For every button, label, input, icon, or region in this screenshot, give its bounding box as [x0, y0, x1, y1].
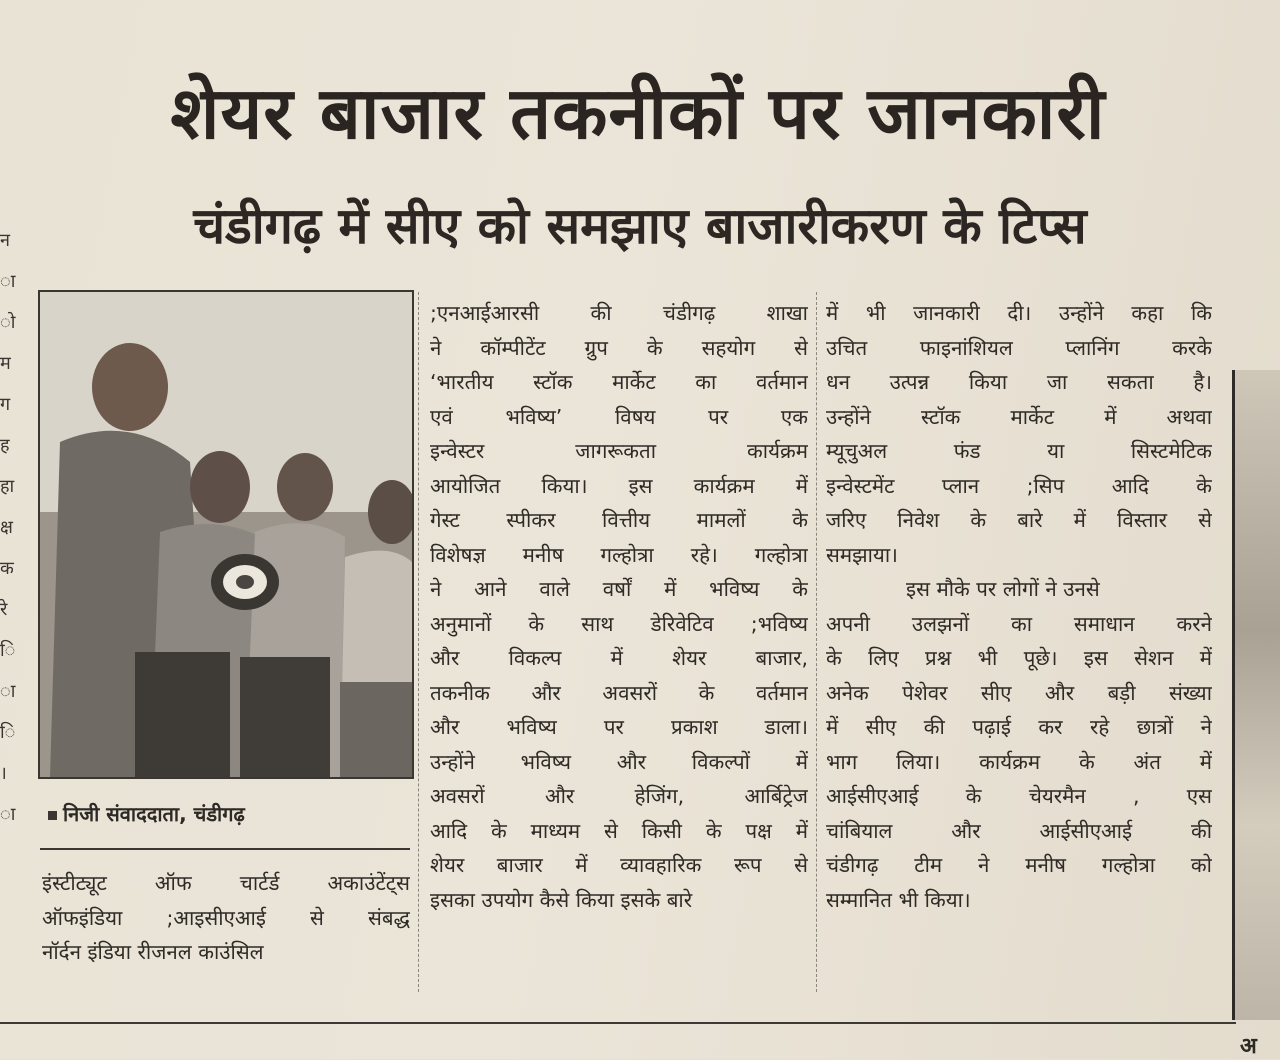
margin-fragment: ।	[0, 763, 7, 784]
margin-fragment: ह	[0, 435, 10, 456]
photo-illustration	[40, 292, 412, 777]
text-line: एवं भविष्य’ विषय पर एक	[430, 404, 808, 429]
text-line: अनुमानों के साथ डेरिवेटिव ;भविष्य	[430, 611, 808, 636]
adjacent-photo-fragment	[1232, 370, 1280, 1020]
article-column-left	[42, 866, 410, 970]
text-line: इंस्टीट्यूट ऑफ चार्टर्ड अकाउंटेंट्स	[42, 871, 410, 895]
column-divider	[816, 292, 818, 992]
bottom-rule	[0, 1022, 1236, 1024]
text-line: और विकल्प में शेयर बाजार,	[430, 646, 808, 670]
text-line: ऑफइंडिया ;आइसीएआई से संबद्ध	[42, 905, 410, 930]
adjacent-column-fragment	[0, 220, 22, 860]
text-line: और भविष्य पर प्रकाश डाला।	[430, 715, 808, 739]
text-line: के लिए प्रश्न भी पूछे। इस सेशन में	[826, 646, 1212, 670]
text-line: ने आने वाले वर्षों में भविष्य के	[430, 577, 808, 601]
text-line: उन्होंने स्टॉक मार्केट में अथवा	[826, 404, 1212, 429]
text-line: इन्वेस्टमेंट प्लान ;सिप आदि के	[826, 473, 1212, 498]
margin-fragment: ा	[0, 804, 16, 825]
margin-fragment: ा	[0, 681, 16, 702]
text-line: में भी जानकारी दी। उन्होंने कहा कि	[826, 301, 1212, 325]
text-line: ;एनआईआरसी की चंडीगढ़ शाखा	[430, 301, 808, 325]
text-line: उन्होंने भविष्य और विकल्पों में	[430, 749, 808, 774]
text-line: ने कॉम्पीटेंट ग्रुप के सहयोग से	[430, 335, 808, 360]
text-line: इसका उपयोग कैसे किया इसके बारे	[430, 887, 693, 912]
text-line: शेयर बाजार में व्यावहारिक रूप से	[430, 853, 808, 877]
byline-rule	[40, 848, 410, 850]
text-line: विशेषज्ञ मनीष गल्होत्रा रहे। गल्होत्रा	[430, 542, 808, 567]
subheadline: चंडीगढ़ में सीए को समझाए बाजारीकरण के टिप्स	[193, 197, 1087, 255]
margin-fragment: ि	[0, 640, 16, 661]
text-line: आदि के माध्यम से किसी के पक्ष में	[430, 818, 808, 843]
text-line: इन्वेस्टर जागरूकता कार्यक्रम	[430, 439, 808, 463]
article-column-right	[826, 296, 1212, 917]
text-line: नॉर्दन इंडिया रीजनल काउंसिल	[42, 940, 264, 964]
text-line: ‘भारतीय स्टॉक मार्केट का वर्तमान	[430, 370, 808, 394]
text-line: में सीए की पढ़ाई कर रहे छात्रों ने	[826, 715, 1212, 739]
text-line: अनेक पेशेवर सीए और बड़ी संख्या	[826, 680, 1212, 705]
text-line: धन उत्पन्न किया जा सकता है।	[826, 370, 1212, 394]
margin-fragment: क	[0, 558, 14, 579]
article-column-middle	[430, 296, 808, 917]
text-line: अपनी उलझनों का समाधान करने	[826, 611, 1212, 636]
text-line: समझाया।	[826, 542, 898, 567]
text-line: आईसीएआई के चेयरमैन , एस	[826, 784, 1212, 808]
column-divider	[418, 292, 420, 992]
margin-fragment: ो	[0, 312, 16, 333]
text-line: इस मौके पर लोगों ने उनसे	[906, 577, 1100, 601]
margin-fragment: रे	[0, 599, 8, 620]
margin-fragment: ग	[0, 394, 11, 415]
text-line: भाग लिया। कार्यक्रम के अंत में	[826, 749, 1212, 774]
text-line: चांबियाल और आईसीएआई की	[826, 818, 1212, 843]
text-line: आयोजित किया। इस कार्यक्रम में	[430, 473, 808, 498]
text-line: उचित फाइनांशियल प्लानिंग करके	[826, 335, 1212, 360]
next-article-fragment: अ	[1240, 1034, 1257, 1059]
text-line: चंडीगढ़ टीम ने मनीष गल्होत्रा को	[826, 853, 1212, 877]
margin-fragment: न	[0, 230, 10, 251]
news-photo	[38, 290, 414, 779]
margin-fragment: हा	[0, 476, 15, 497]
text-line: सम्मानित भी किया।	[826, 887, 971, 912]
text-line: तकनीक और अवसरों के वर्तमान	[430, 680, 808, 705]
margin-fragment: ा	[0, 271, 16, 292]
margin-fragment: म	[0, 353, 11, 374]
text-line: गेस्ट स्पीकर वित्तीय मामलों के	[430, 508, 808, 532]
text-line: म्यूचुअल फंड या सिस्टमेटिक	[826, 439, 1212, 463]
text-line: जरिए निवेश के बारे में विस्तार से	[826, 508, 1212, 532]
margin-fragment: ि	[0, 722, 16, 743]
text-line: अवसरों और हेजिंग, आर्बिट्रेज	[430, 784, 808, 808]
headline: शेयर बाजार तकनीकों पर जानकारी	[170, 71, 1106, 155]
byline-text: निजी संवाददाता, चंडीगढ़	[63, 802, 245, 826]
byline	[48, 800, 245, 827]
margin-fragment: क्ष	[0, 517, 13, 538]
